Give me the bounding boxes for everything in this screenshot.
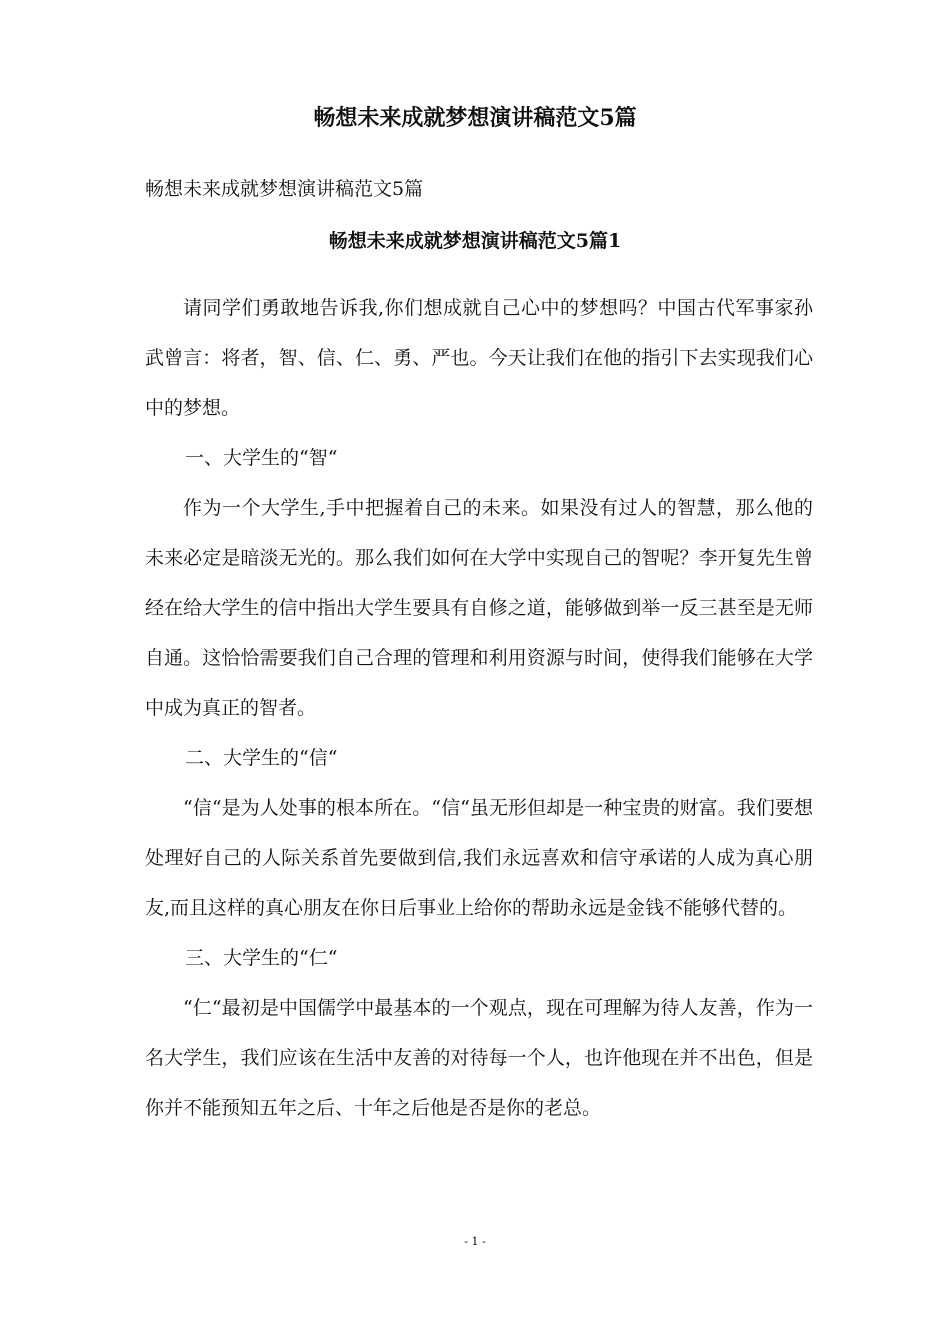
section-title: 畅想未来成就梦想演讲稿范文5篇1 xyxy=(328,230,622,252)
paragraph-benevolence: “仁“最初是中国儒学中最基本的一个观点，现在可理解为待人友善，作为一名大学生，我们应该在生活中友善的对待每一个人，也许他现在并不出色，但是你并不能预知五年之后、十年之后他是否是你的老总。 xyxy=(145,997,813,1119)
document-subtitle: 畅想未来成就梦想演讲稿范文5篇 xyxy=(145,178,424,200)
paragraph-wisdom: 作为一个大学生,手中把握着自己的未来。如果没有过人的智慧，那么他的未来必定是暗淡无光的。那么我们如何在大学中实现自己的智呢？李开复先生曾经在给大学生的信中指出大学生要具有自修之道，能够做到举一反三甚至是无师自通。这恰恰需要我们自己合理的管理和利用资源与时间，使得我们能够在大学中成为真正的智者。 xyxy=(145,497,813,719)
heading-wisdom: 一、大学生的“智“ xyxy=(185,447,338,469)
heading-benevolence: 三、大学生的“仁“ xyxy=(185,947,338,969)
paragraph-intro: 请同学们勇敢地告诉我,你们想成就自己心中的梦想吗？中国古代军事家孙武曾言：将者，智、信、仁、勇、严也。今天让我们在他的指引下去实现我们心中的梦想。 xyxy=(145,297,813,419)
document-body xyxy=(145,283,813,1133)
document-title: 畅想未来成就梦想演讲稿范文5篇 xyxy=(313,105,637,131)
paragraph-trust: “信“是为人处事的根本所在。“信“虽无形但却是一种宝贵的财富。我们要想处理好自己的人际关系首先要做到信,我们永远喜欢和信守承诺的人成为真心朋友,而且这样的真心朋友在你日后事业上给你的帮助永远是金钱不能够代替的。 xyxy=(145,797,813,919)
heading-trust: 二、大学生的“信“ xyxy=(185,747,338,769)
page-number: - 1 - xyxy=(464,1235,486,1248)
